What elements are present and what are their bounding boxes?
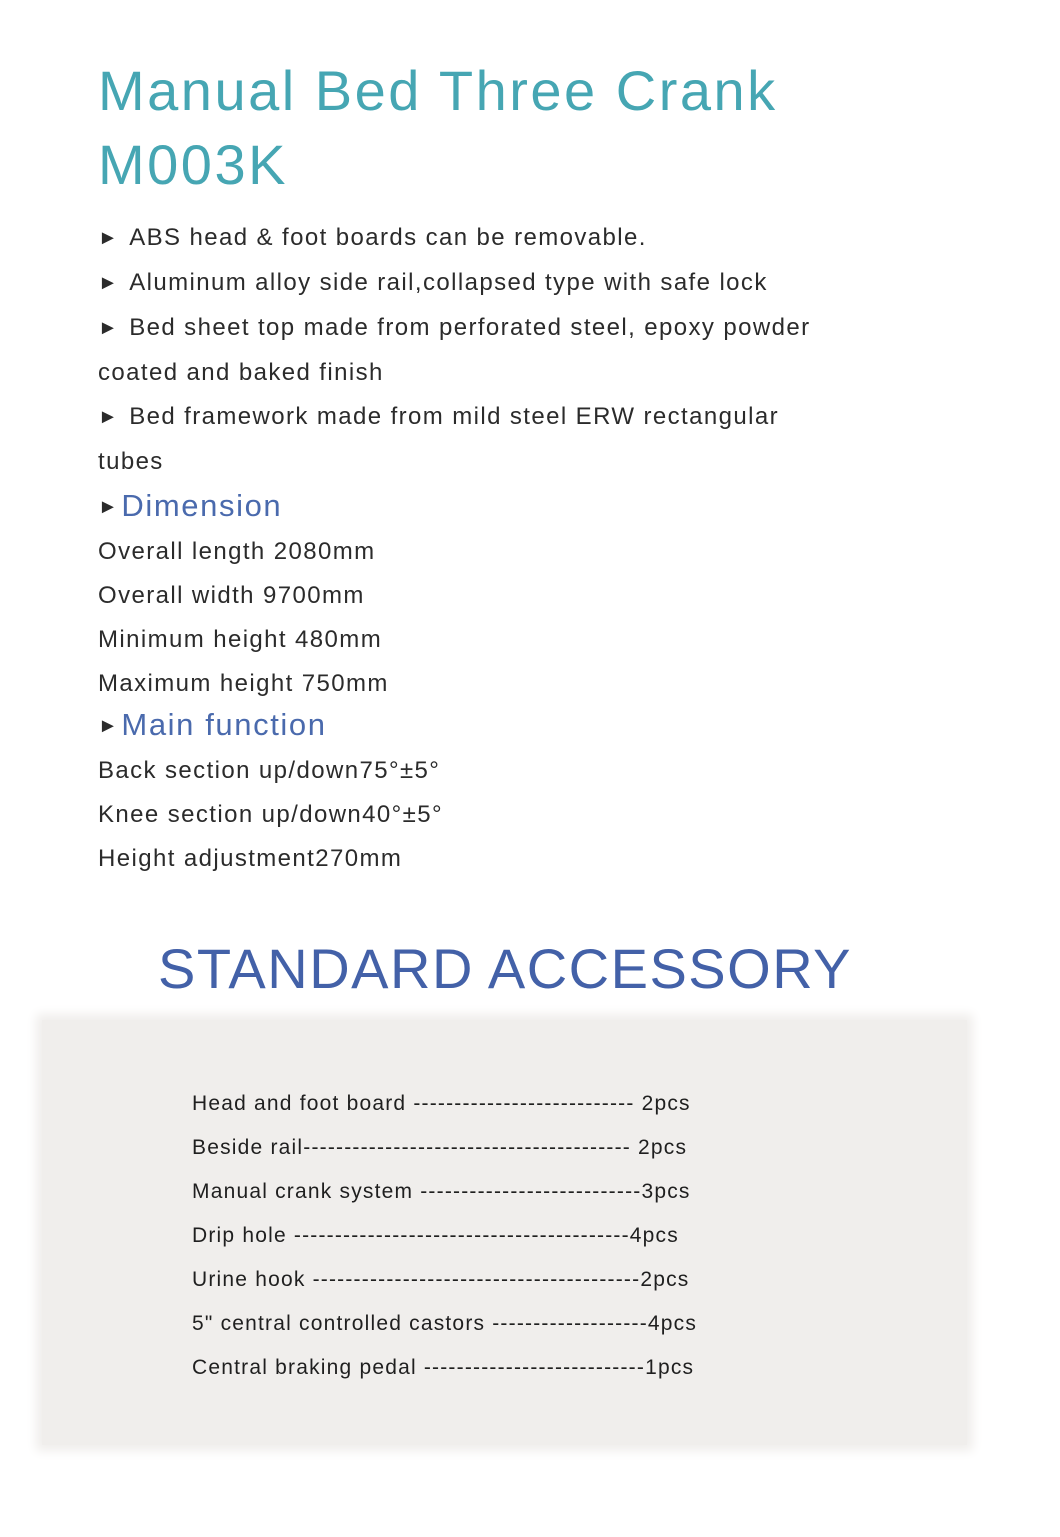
accessory-item: Manual crank system ---------------------------3pcs (192, 1180, 691, 1203)
dimension-section (98, 486, 898, 706)
dimension-item: Minimum height 480mm (98, 626, 383, 653)
feature-text: tubes (98, 448, 164, 475)
accessory-panel (42, 1020, 967, 1445)
accessory-item: 5" central controlled castors -------------------4pcs (192, 1312, 698, 1335)
dimension-item: Maximum height 750mm (98, 670, 389, 697)
feature-item (98, 395, 978, 440)
heading-arrow-icon: ► (98, 496, 120, 518)
feature-item (98, 306, 978, 351)
bullet-arrow-icon: ► (98, 227, 120, 249)
function-item: Back section up/down75°±5° (98, 757, 441, 784)
function-item: Knee section up/down40°±5° (98, 801, 443, 828)
main-function-section (98, 705, 898, 881)
feature-item (98, 261, 978, 306)
dimension-heading-text: Dimension (121, 488, 283, 523)
standard-accessory-title: STANDARD ACCESSORY (158, 937, 852, 1000)
accessory-item: Central braking pedal ---------------------------1pcs (192, 1356, 695, 1379)
dimension-item: Overall length 2080mm (98, 538, 376, 565)
product-title (98, 54, 958, 202)
function-item: Height adjustment270mm (98, 845, 403, 872)
bullet-arrow-icon: ► (98, 272, 120, 294)
accessory-list (192, 1082, 697, 1390)
feature-continuation (98, 440, 978, 484)
feature-text: coated and baked finish (98, 359, 384, 386)
main-function-heading-text: Main function (121, 707, 327, 742)
feature-text: ABS head & foot boards can be removable. (129, 224, 647, 251)
bullet-arrow-icon: ► (98, 406, 120, 428)
main-function-heading (98, 705, 898, 749)
accessory-item: Drip hole -----------------------------------------4pcs (192, 1224, 679, 1247)
dimension-heading (98, 486, 898, 530)
feature-list (98, 216, 978, 484)
heading-arrow-icon: ► (98, 715, 120, 737)
feature-text: Bed framework made from mild steel ERW rectangular (129, 403, 779, 430)
bullet-arrow-icon: ► (98, 317, 120, 339)
product-model: M003K (98, 133, 288, 196)
feature-text: Bed sheet top made from perforated steel, epoxy powder (129, 314, 811, 341)
feature-text: Aluminum alloy side rail,collapsed type with safe lock (129, 269, 768, 296)
accessory-item: Beside rail---------------------------------------- 2pcs (192, 1136, 688, 1159)
accessory-item: Urine hook ----------------------------------------2pcs (192, 1268, 690, 1291)
accessory-item: Head and foot board --------------------------- 2pcs (192, 1092, 691, 1115)
feature-continuation (98, 351, 978, 395)
dimension-item: Overall width 9700mm (98, 582, 365, 609)
feature-item (98, 216, 978, 261)
product-title-line-1: Manual Bed Three Crank (98, 59, 778, 122)
